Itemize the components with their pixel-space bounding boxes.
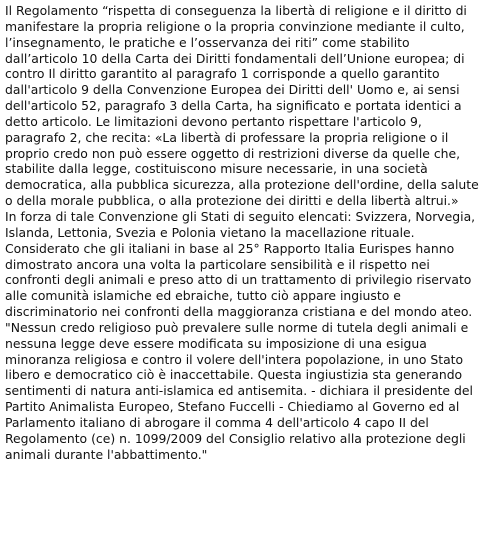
paragraph-regulation: Il Regolamento “rispetta di conseguenza la libertà di religione e il diritto di manifestare la propria religione o la propria convinzione mediante il culto, l’insegnamento, le pratiche e l’osservanza dei riti” come stabilito dall’articolo 10 della Carta dei Diritti fondamentali dell’Unione europea; di contro Il diritto garantito al paragrafo 1 corrisponde a quello garantito dall'articolo 9 della Convenzione Europea dei Diritti dell' Uomo e, ai sensi dell'articolo 52, paragrafo 3 della Carta, ha significato e portata identici a detto articolo. Le limitazioni devono pertanto rispettare l'articolo 9, paragrafo 2, che recita: «La libertà di professare la propria religione o il proprio credo non può essere oggetto di restrizioni diverse da quelle che, stabilite dalla legge, costituiscono misure necessarie, in una società democratica, alla pubblica sicurezza, alla protezione dell'ordine, della salute o della morale pubblica, o alla protezione dei diritti e della libertà altrui.» xyxy=(5,3,479,209)
paragraph-eurispes: Considerato che gli italiani in base al 25° Rapporto Italia Eurispes hanno dimostrato ancora una volta la particolare sensibilità e il rispetto nei confronti degli animali e preso atto di un trattamento di privilegio riservato alle comunità islamiche ed ebraiche, tutto ciò appare ingiusto e discriminatorio nei confronti della maggioranza cristiana e del mondo ateo. xyxy=(5,240,473,320)
paragraph-convention-states: In forza di tale Convenzione gli Stati di seguito elencati: Svizzera, Norvegia, Islanda, Lettonia, Svezia e Polonia vietano la macellazione rituale. xyxy=(5,208,476,240)
paragraph-quote: "Nessun credo religioso può prevalere sulle norme di tutela degli animali e nessuna legge deve essere modificata su imposizione di una esigua minoranza religiosa e contro il volere dell'intera popolazione, in uno Stato libero e democratico ciò è inaccettabile. Questa ingiustizia sta generando sentimenti di natura anti-islamica ed antisemita. - dichiara il presidente del Partito Animalista Europeo, Stefano Fuccelli - Chiediamo al Governo ed al Parlamento italiano di abrogare il comma 4 dell'articolo 4 capo II del Regolamento (ce) n. 1099/2009 del Consiglio relativo alla protezione degli animali durante l'abbattimento." xyxy=(5,319,473,462)
